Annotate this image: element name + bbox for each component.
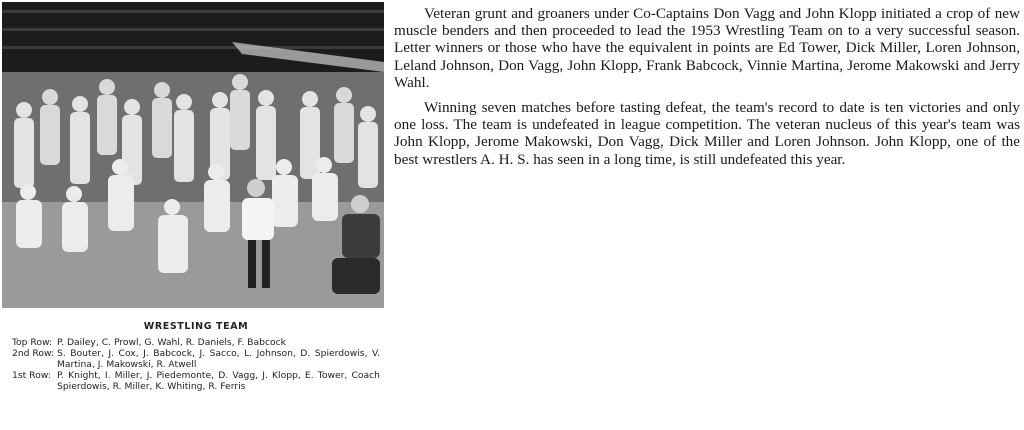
caption-row-label: 2nd Row: xyxy=(12,348,55,360)
team-photo-illustration xyxy=(2,2,384,308)
caption-row-names: P. Knight, I. Miller, J. Piedemonte, D. Vagg, J. Klopp, E. Tower, Coach Spierdowis, R. Miller, K. Whiting, R. Ferris xyxy=(57,370,380,392)
article-body xyxy=(394,5,1020,176)
caption-row-names: P. Dailey, C. Prowl, G. Wahl, R. Daniels, F. Babcock xyxy=(57,336,286,348)
article-paragraph: Winning seven matches before tasting defeat, the team's record to date is ten victories and only one loss. The team is undefeated in league competition. The veteran nucleus of this year's team was John Klopp, Jerome Makowski, Don Vagg, Dick Miller and Loren Johnson. John Klopp, one of the best wrestlers A. H. S. has seen in a long time, is still undefeated this year. xyxy=(394,99,1020,168)
caption-row-second xyxy=(12,349,380,370)
caption-title: WRESTLING TEAM xyxy=(143,321,249,332)
caption-row-names: S. Bouter, J. Cox, J. Babcock, J. Sacco, L. Johnson, D. Spierdowis, V. Martina, J. Makowski, R. Atwell xyxy=(57,348,380,370)
photo-caption xyxy=(12,322,380,394)
team-photo xyxy=(2,2,384,308)
caption-row-label: Top Row: xyxy=(12,336,53,348)
caption-row-first xyxy=(12,371,380,392)
caption-row-top xyxy=(12,338,380,349)
caption-row-label: 1st Row: xyxy=(12,370,51,382)
article-paragraph: Veteran grunt and groaners under Co-Captains Don Vagg and John Klopp initiated a crop of new muscle benders and then proceeded to lead the 1953 Wrestling Team on to a very successful season. Letter winners or those who have the equivalent in points are Ed Tower, Dick Miller, Loren Johnson, Leland Johnson, Don Vagg, John Klopp, Frank Babcock, Vinnie Martina, Jerome Makowski and Jerry Wahl. xyxy=(394,5,1020,91)
